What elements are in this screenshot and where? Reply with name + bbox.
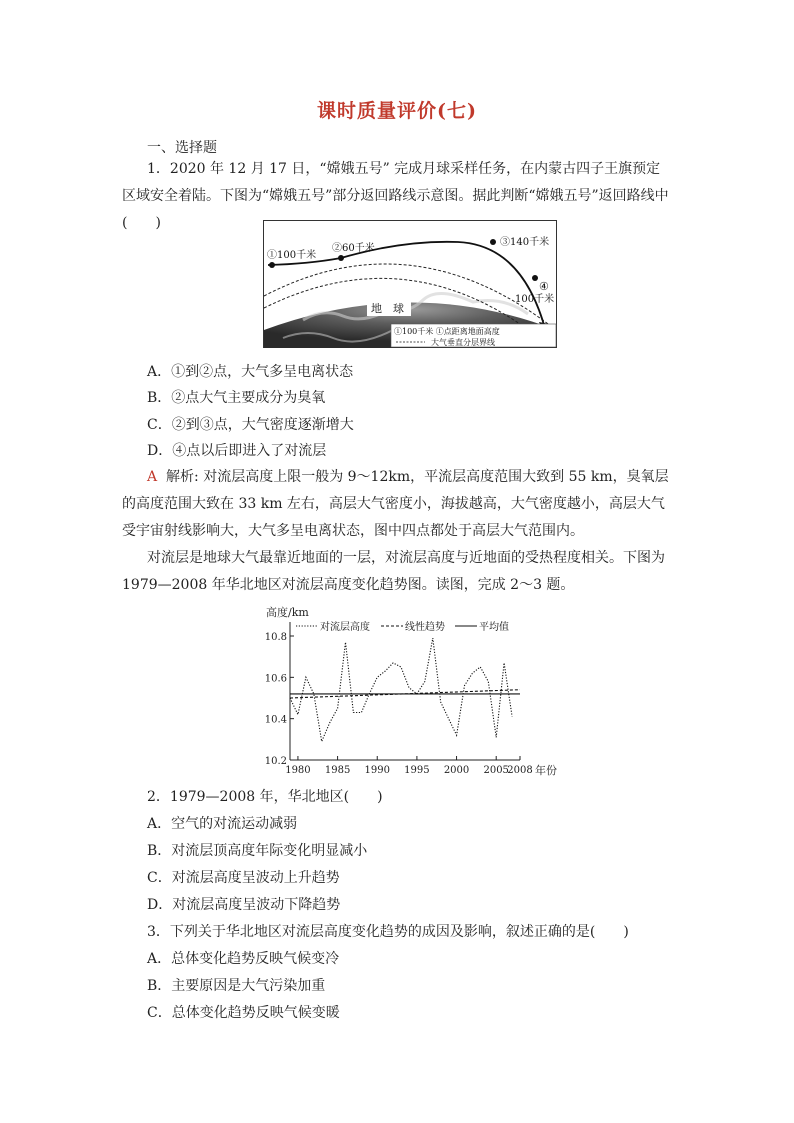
q1-analysis: A 解析: 对流层高度上限一般为 9～12km，平流层高度范围大致到 55 km，臭氧层的高度范围大致在 33 km 左右，高层大气密度小，海拔越高，大气密度越小，高层大气受宇宙射线影响大，大气多呈电离状态，图中四点都处于高层大气范围内。 xyxy=(122,469,669,539)
q3-stem: 3．下列关于华北地区对流层高度变化趋势的成因及影响，叙述正确的是( ) xyxy=(147,924,629,940)
q2-option-a: A．空气的对流运动减弱 xyxy=(147,816,298,832)
y-tick-label: 10.6 xyxy=(264,673,287,685)
x-tick-label: 2000 xyxy=(443,765,470,776)
legend-line-1: ①100千米 ①点距离地面高度 xyxy=(394,327,500,336)
legend-label-1: 对流层高度 xyxy=(320,622,370,633)
x-tick-label: 2008 xyxy=(507,765,533,776)
point-4-label: ④ xyxy=(539,280,549,293)
point-2-label: ②60千米 xyxy=(332,243,375,254)
return-route-figure xyxy=(263,220,557,350)
q2-option-d: D．对流层高度呈波动下降趋势 xyxy=(147,897,341,913)
point-1 xyxy=(269,262,275,268)
point-3 xyxy=(490,239,496,245)
troposphere-height-chart xyxy=(262,602,592,780)
chart-intro: 对流层是地球大气最靠近地面的一层，对流层高度与近地面的受热程度相关。下图为 1979—2008 年华北地区对流层高度变化趋势图。读图，完成 2～3 题。 xyxy=(122,550,665,593)
y-tick-label: 10.2 xyxy=(264,756,287,767)
page-title: 课时质量评价(七) xyxy=(317,100,477,122)
q1-option-c: C．②到③点，大气密度逐渐增大 xyxy=(147,417,354,433)
q1-option-a: A．①到②点，大气多呈电离状态 xyxy=(147,364,354,380)
question-1-stem: 1．2020 年 12 月 17 日，“嫦娥五号” 完成月球采样任务，在内蒙古四子王旗预定区域安全着陆。下图为“嫦娥五号”部分返回路线示意图。据此判断“嫦娥五号”返回路线中( ) xyxy=(122,161,669,231)
series-line-1 xyxy=(290,638,512,741)
q3-option-c: C．总体变化趋势反映气候变暖 xyxy=(147,1005,340,1021)
y-tick-label: 10.4 xyxy=(264,714,287,726)
point-4-height-label: 100千米 xyxy=(515,294,555,305)
q1-option-d: D．④点以后即进入了对流层 xyxy=(147,443,327,459)
legend-line-2: 大气垂直分层界线 xyxy=(431,338,495,347)
legend-label-2: 线性趋势 xyxy=(405,622,445,633)
q3-option-a: A．总体变化趋势反映气候变冷 xyxy=(147,951,340,967)
point-2 xyxy=(338,255,344,261)
x-axis-label: 年份 xyxy=(535,764,557,777)
point-1-label: ①100千米 xyxy=(267,250,317,261)
point-3-label: ③140千米 xyxy=(500,237,550,248)
y-axis-label: 高度/km xyxy=(266,606,309,619)
q1-answer: A xyxy=(147,469,158,485)
q1-option-b: B．②点大气主要成分为臭氧 xyxy=(147,390,326,406)
x-tick-label: 1980 xyxy=(285,765,311,776)
earth-label: 地 球 xyxy=(371,302,404,315)
q2-option-b: B．对流层顶高度年际变化明显减小 xyxy=(147,843,368,859)
x-tick-label: 1995 xyxy=(404,765,430,776)
x-tick-label: 1985 xyxy=(324,765,351,776)
x-tick-label: 2005 xyxy=(483,765,509,776)
q2-option-c: C．对流层高度呈波动上升趋势 xyxy=(147,870,340,886)
section-heading: 一、选择题 xyxy=(147,140,217,156)
legend-label-3: 平均值 xyxy=(479,622,509,633)
q2-stem: 2．1979—2008 年，华北地区( ) xyxy=(147,789,383,805)
y-tick-label: 10.8 xyxy=(264,632,287,643)
q3-option-b: B．主要原因是大气污染加重 xyxy=(147,978,326,994)
x-tick-label: 1990 xyxy=(364,765,390,776)
point-4 xyxy=(532,275,538,281)
